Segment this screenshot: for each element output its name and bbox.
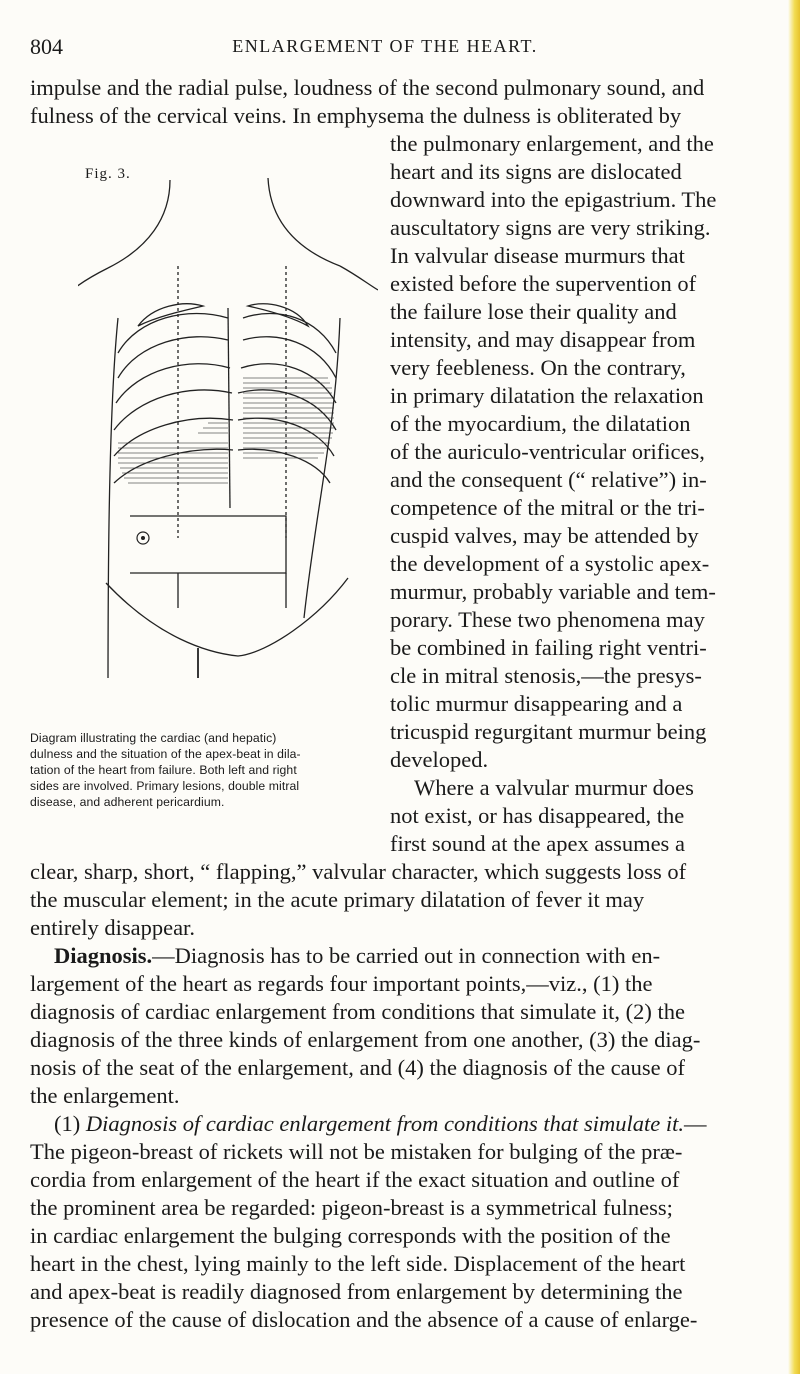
rib-line [243, 337, 336, 378]
body-line: nosis of the seat of the enlargement, and (4) the diagnosis of the cause of [30, 1055, 686, 1080]
body-line: competence of the mitral or the tri- [390, 495, 705, 520]
body-line: Where a valvular murmur does [414, 775, 694, 800]
body-line: first sound at the apex assumes a [390, 831, 685, 856]
rib-line [118, 337, 228, 378]
body-line: and the consequent (“ relative”) in- [390, 467, 707, 492]
hepatic-dulness-outline [130, 516, 286, 573]
apex-beat-icon [137, 532, 149, 544]
page-header [0, 34, 770, 60]
body-line: downward into the epigastrium. The [390, 187, 717, 212]
figure-caption-line: sides are involved. Primary lesions, double mitral [30, 779, 300, 793]
body-line: tolic murmur disappearing and a [390, 691, 683, 716]
body-line: and apex-beat is readily diagnosed from enlargement by determining the [30, 1279, 683, 1304]
body-line: the failure lose their quality and [390, 299, 677, 324]
body-line: existed before the supervention of [390, 271, 697, 296]
left-shoulder-outline [78, 268, 108, 303]
cardiac-dulness-diagram [78, 178, 378, 678]
rib-line [116, 364, 230, 403]
body-line: the muscular element; in the acute primary dilatation of fever it may [30, 887, 645, 912]
body-line: largement of the heart as regards four important points,—viz., (1) the [30, 971, 653, 996]
rib-line [114, 390, 232, 430]
page-number: 804 [30, 34, 63, 59]
subsection-heading-line: (1) Diagnosis of cardiac enlargement from conditions that simulate it.— [54, 1111, 707, 1136]
body-line: cle in mitral stenosis,—the presys- [390, 663, 702, 688]
running-title: ENLARGEMENT OF THE HEART. [232, 36, 538, 56]
clavicle-outline [138, 304, 203, 326]
body-line: porary. These two phenomena may [390, 607, 705, 632]
torso-right-outline [304, 318, 340, 618]
body-line: the pulmonary enlargement, and the [390, 131, 714, 156]
body-line: developed. [390, 747, 489, 772]
body-line: the development of a systolic apex- [390, 551, 710, 576]
body-line: heart in the chest, lying mainly to the left side. Displacement of the heart [30, 1251, 686, 1276]
rib-line [238, 390, 336, 430]
figure-label: Fig. 3. [85, 166, 131, 182]
body-line: entirely disappear. [30, 915, 195, 940]
diagnosis-paragraph-start: Diagnosis.—Diagnosis has to be carried out in connection with en- [54, 943, 661, 968]
rib-line [114, 418, 233, 456]
neck-left-outline [108, 180, 170, 268]
body-line: in primary dilatation the relaxation [390, 383, 704, 408]
diagnosis-heading: Diagnosis. [54, 943, 153, 968]
body-line: in cardiac enlargement the bulging corresponds with the position of the [30, 1223, 671, 1248]
body-line: the prominent area be regarded: pigeon-breast is a symmetrical fulness; [30, 1195, 673, 1220]
body-line: impulse and the radial pulse, loudness of the second pulmonary sound, and [30, 75, 705, 100]
body-line: of the myocardium, the dilatation [390, 411, 691, 436]
figure-caption-line: disease, and adherent pericardium. [30, 795, 225, 809]
body-line: the enlargement. [30, 1083, 180, 1108]
body-line: diagnosis of cardiac enlargement from conditions that simulate it, (2) the [30, 999, 686, 1024]
body-line: murmur, probably variable and tem- [390, 579, 716, 604]
rib-line [238, 449, 330, 483]
figure-caption-line: dulness and the situation of the apex-beat in dila- [30, 747, 301, 761]
body-line: auscultatory signs are very striking. [390, 215, 711, 240]
costal-margin-outline [106, 578, 348, 656]
neck-right-outline [268, 178, 340, 266]
body-line: be combined in failing right ventri- [390, 635, 707, 660]
body-line: intensity, and may disappear from [390, 327, 696, 352]
body-line: of the auriculo-ventricular orifices, [390, 439, 705, 464]
body-line: cordia from enlargement of the heart if the exact situation and outline of [30, 1167, 680, 1192]
body-line: heart and its signs are dislocated [390, 159, 682, 184]
torso-left-outline [108, 318, 118, 678]
body-line: clear, sharp, short, “ flapping,” valvular character, which suggests loss of [30, 859, 687, 884]
figure-caption-line: tation of the heart from failure. Both left and right [30, 763, 297, 777]
body-line: tricuspid regurgitant murmur being [390, 719, 707, 744]
sternum-line [228, 308, 230, 508]
figure-caption-line: Diagram illustrating the cardiac (and hepatic) [30, 731, 277, 745]
rib-line [243, 313, 336, 353]
body-line: very feebleness. On the contrary, [390, 355, 686, 380]
body-line: diagnosis of the three kinds of enlargement from one another, (3) the diag- [30, 1027, 701, 1052]
body-line: cuspid valves, may be attended by [390, 523, 699, 548]
body-line: In valvular disease murmurs that [390, 243, 685, 268]
body-line: presence of the cause of dislocation and the absence of a cause of enlarge- [30, 1307, 698, 1332]
rib-line [118, 313, 228, 353]
right-shoulder-outline [340, 266, 378, 290]
body-line: not exist, or has disappeared, the [390, 803, 685, 828]
body-line: fulness of the cervical veins. In emphysema the dulness is obliterated by [30, 103, 682, 128]
subsection-heading: Diagnosis of cardiac enlargement from conditions that simulate it. [85, 1111, 684, 1136]
page-edge-stain [788, 0, 800, 1374]
body-line: The pigeon-breast of rickets will not be mistaken for bulging of the præ- [30, 1139, 683, 1164]
